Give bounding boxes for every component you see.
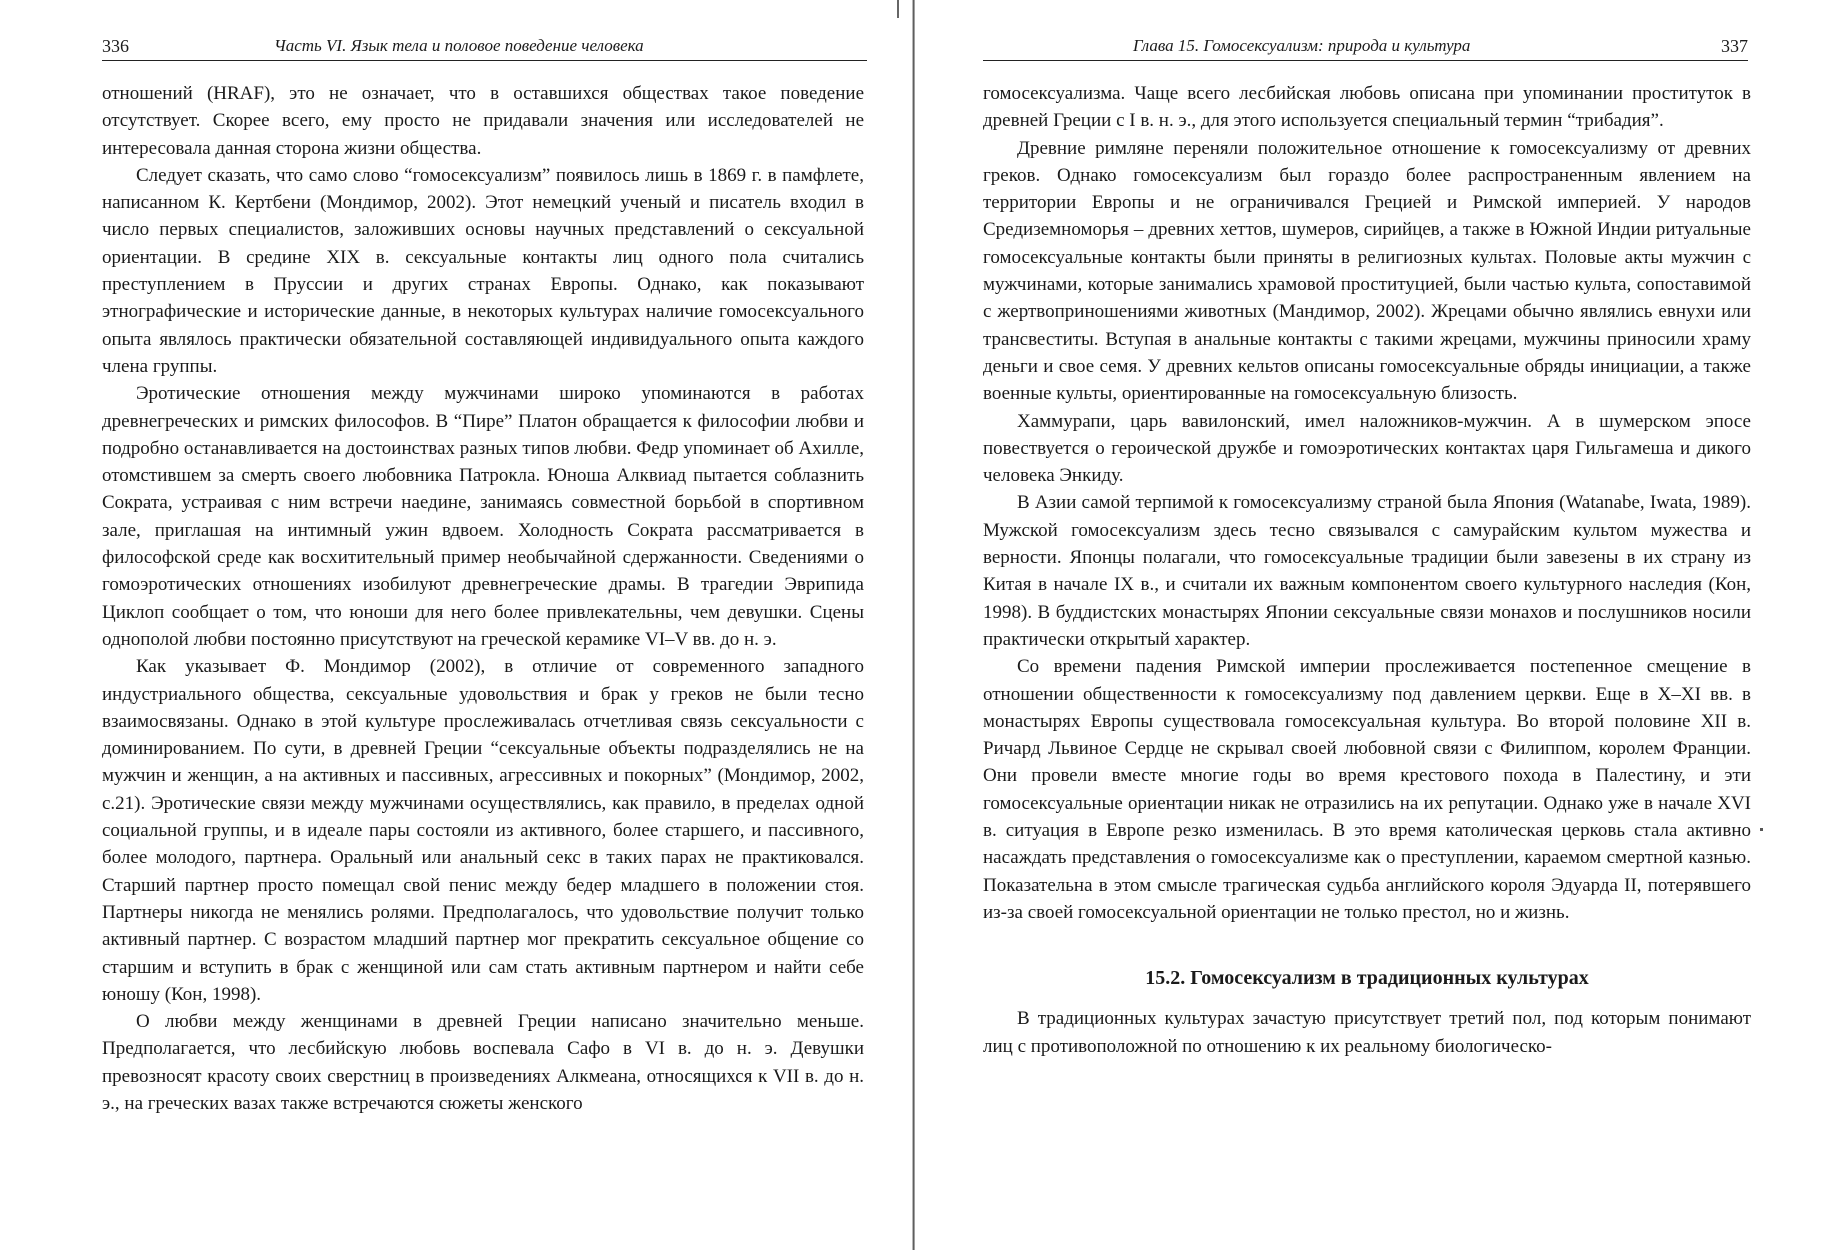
paragraph: О любви между женщинами в древней Греции написано значительно меньше. Предполагается, что лесбийскую любовь воспевала Сафо в VI в. до н. э. Девушки превозносят красоту своих сверстниц в произведениях Алкмеана, относящихся к VII в. до н. э., на греческих вазах также встречаются сюжеты женского xyxy=(102,1011,864,1114)
paragraph: Эротические отношения между мужчинами широко упоминаются в работах древнегреческих и римских философов. В “Пире” Платон обращается к философии любви и подробно останавливается на достоинствах разных типов любви. Федр упоминает об Ахилле, отомстившем за смерть своего любовника Патрокла. Юноша Алквиад пытается соблазнить Сократа, устраивая с ним встречи наедине, занимаясь совместной борьбой в спортивном зале, приглашая на интимный ужин вдвоем. Холодность Сократа рассматривается в философской среде как восхитительный пример необычайной сдержанности. Сведениями о гомоэротических отношениях изобилуют древнегреческие драмы. В трагедии Эврипида Циклоп сообщает о том, что юноши для него более привлекательны, чем девушки. Сцены однополой любви постоянно присутствуют на греческой керамике VI–V вв. до н. э. xyxy=(102,383,864,650)
left-running-head xyxy=(102,30,867,61)
left-running-head-title: Часть VI. Язык тела и половое поведение человека xyxy=(274,36,644,55)
paragraph: Как указывает Ф. Мондимор (2002), в отличие от современного западного индустриального общества, сексуальные удовольствия и брак у греков не были тесно взаимосвязаны. Однако в этой культуре прослеживалась отчетливая связь сексуальности с доминированием. По сути, в древней Греции “сексуальные объекты подразделялись не на мужчин и женщин, а на активных и пассивных, агрессивных и покорных” (Мондимор, 2002, с.21). Эротические связи между мужчинами осуществлялись, как правило, в пределах одной социальной группы, и в идеале пары состояли из активного, более старшего, и пассивного, более молодого, партнера. Оральный или анальный секс в таких парах не практиковался. Старший партнер просто помещал свой пенис между бедер младшего в положении стоя. Партнеры никогда не менялись ролями. Предполагалось, что удовольствие получит только активный партнер. С возрастом младший партнер мог прекратить сексуальное общение со старшим и вступить в брак с женщиной или сам стать активным партнером и найти себе юношу (Кон, 1998). xyxy=(102,656,864,1005)
section-heading: 15.2. Гомосексуализм в традиционных культурах xyxy=(1145,967,1589,990)
paragraph: Следует сказать, что само слово “гомосексуализм” появилось лишь в 1869 г. в памфлете, написанном К. Кертбени (Мондимор, 2002). Этот немецкий ученый и писатель входил в число первых специалистов, заложивших основы научных представлений о сексуальной ориентации. В средине XIX в. сексуальные контакты лиц одного пола считались преступлением в Пруссии и других странах Европы. Однако, как показывают этнографические и исторические данные, в некоторых культурах наличие гомосексуального опыта являлось практически обязательной составляющей индивидуального опыта каждого члена группы. xyxy=(102,164,864,377)
right-page xyxy=(915,0,1831,1250)
left-body-text xyxy=(102,80,864,1117)
left-page-number: 336 xyxy=(102,36,129,56)
right-running-head xyxy=(983,30,1748,61)
paragraph: Со времени падения Римской империи прослеживается постепенное смещение в отношении общественности к гомосексуализму под давлением церкви. Еще в X–XI вв. в монастырях Европы существовала гомосексуальная культура. Во второй половине XII в. Ричард Львиное Сердце не скрывал своей любовной связи с Филиппом, королем Франции. Они провели вместе многие годы во время крестового похода в Палестину, и эти гомосексуальные ориентации никак не отразились на их репутации. Однако уже в начале XVI в. ситуация в Европе резко изменилась. В это время католическая церковь стала активно насаждать представления о гомосексуализме как о преступлении, караемом смертной казнью. Показательна в этом смысле трагическая судьба английского короля Эдуарда II, потерявшего из-за своей гомосексуальной ориентации не только престол, но и жизнь. xyxy=(983,656,1751,923)
paragraph: гомосексуализма. Чаще всего лесбийская любовь описана при упоминании проституток в древней Греции с I в. н. э., для этого используется специальный термин “трибадия”. xyxy=(983,83,1751,132)
right-page-number: 337 xyxy=(1721,36,1748,56)
left-page xyxy=(0,0,915,1250)
paragraph: отношений (HRAF), это не означает, что в оставшихся обществах такое поведение отсутствует. Скорее всего, ему просто не придавали значения или исследователей не интересовала данная сторона жизни общества. xyxy=(102,83,864,159)
right-body-text xyxy=(983,80,1751,1060)
paragraph: Хаммурапи, царь вавилонский, имел наложников-мужчин. А в шумерском эпосе повествуется о героической дружбе и гомоэротических контактах царя Гильгамеша и дикого человека Энкиду. xyxy=(983,410,1751,487)
paragraph: Древние римляне переняли положительное отношение к гомосексуализму от древних греков. Однако гомосексуализм был гораздо более распространенным явлением на территории Европы и не ограничивался Грецией и Римской империей. У народов Средиземноморья – древних хеттов, шумеров, сирийцев, а также в Южной Индии ритуальные гомосексуальные контакты были приняты в религиозных культах. Половые акты мужчин с мужчинами, которые занимались храмовой проституцией, были частью культа, сопоставимой с жертвоприношениями животных (Мандимор, 2002). Жрецами обычно являлись евнухи или трансвеститы. Вступая в анальные контакты с такими жрецами, мужчины приносили храму деньги и свое семя. У древних кельтов описаны гомосексуальные обряды инициации, а также военные культы, ориентированные на гомосексуальную близость. xyxy=(983,137,1751,405)
paragraph: В Азии самой терпимой к гомосексуализму страной была Япония (Watanabe, Iwata, 1989). Мужской гомосексуализм здесь тесно связывался с самурайским культом мужества и верности. Японцы полагали, что гомосексуальные традиции были завезены в их страну из Китая в начале IX в., и считали их важным компонентом своего культурного наследия (Кон, 1998). В буддистских монастырях Японии сексуальные связи монахов и послушников носили практически открытый характер. xyxy=(983,492,1751,650)
right-running-head-title: Глава 15. Гомосексуализм: природа и культура xyxy=(1133,36,1471,55)
paragraph: В традиционных культурах зачастую присутствует третий пол, под которым понимают лиц с противоположной по отношению к их реальному биологическо- xyxy=(983,1008,1751,1057)
